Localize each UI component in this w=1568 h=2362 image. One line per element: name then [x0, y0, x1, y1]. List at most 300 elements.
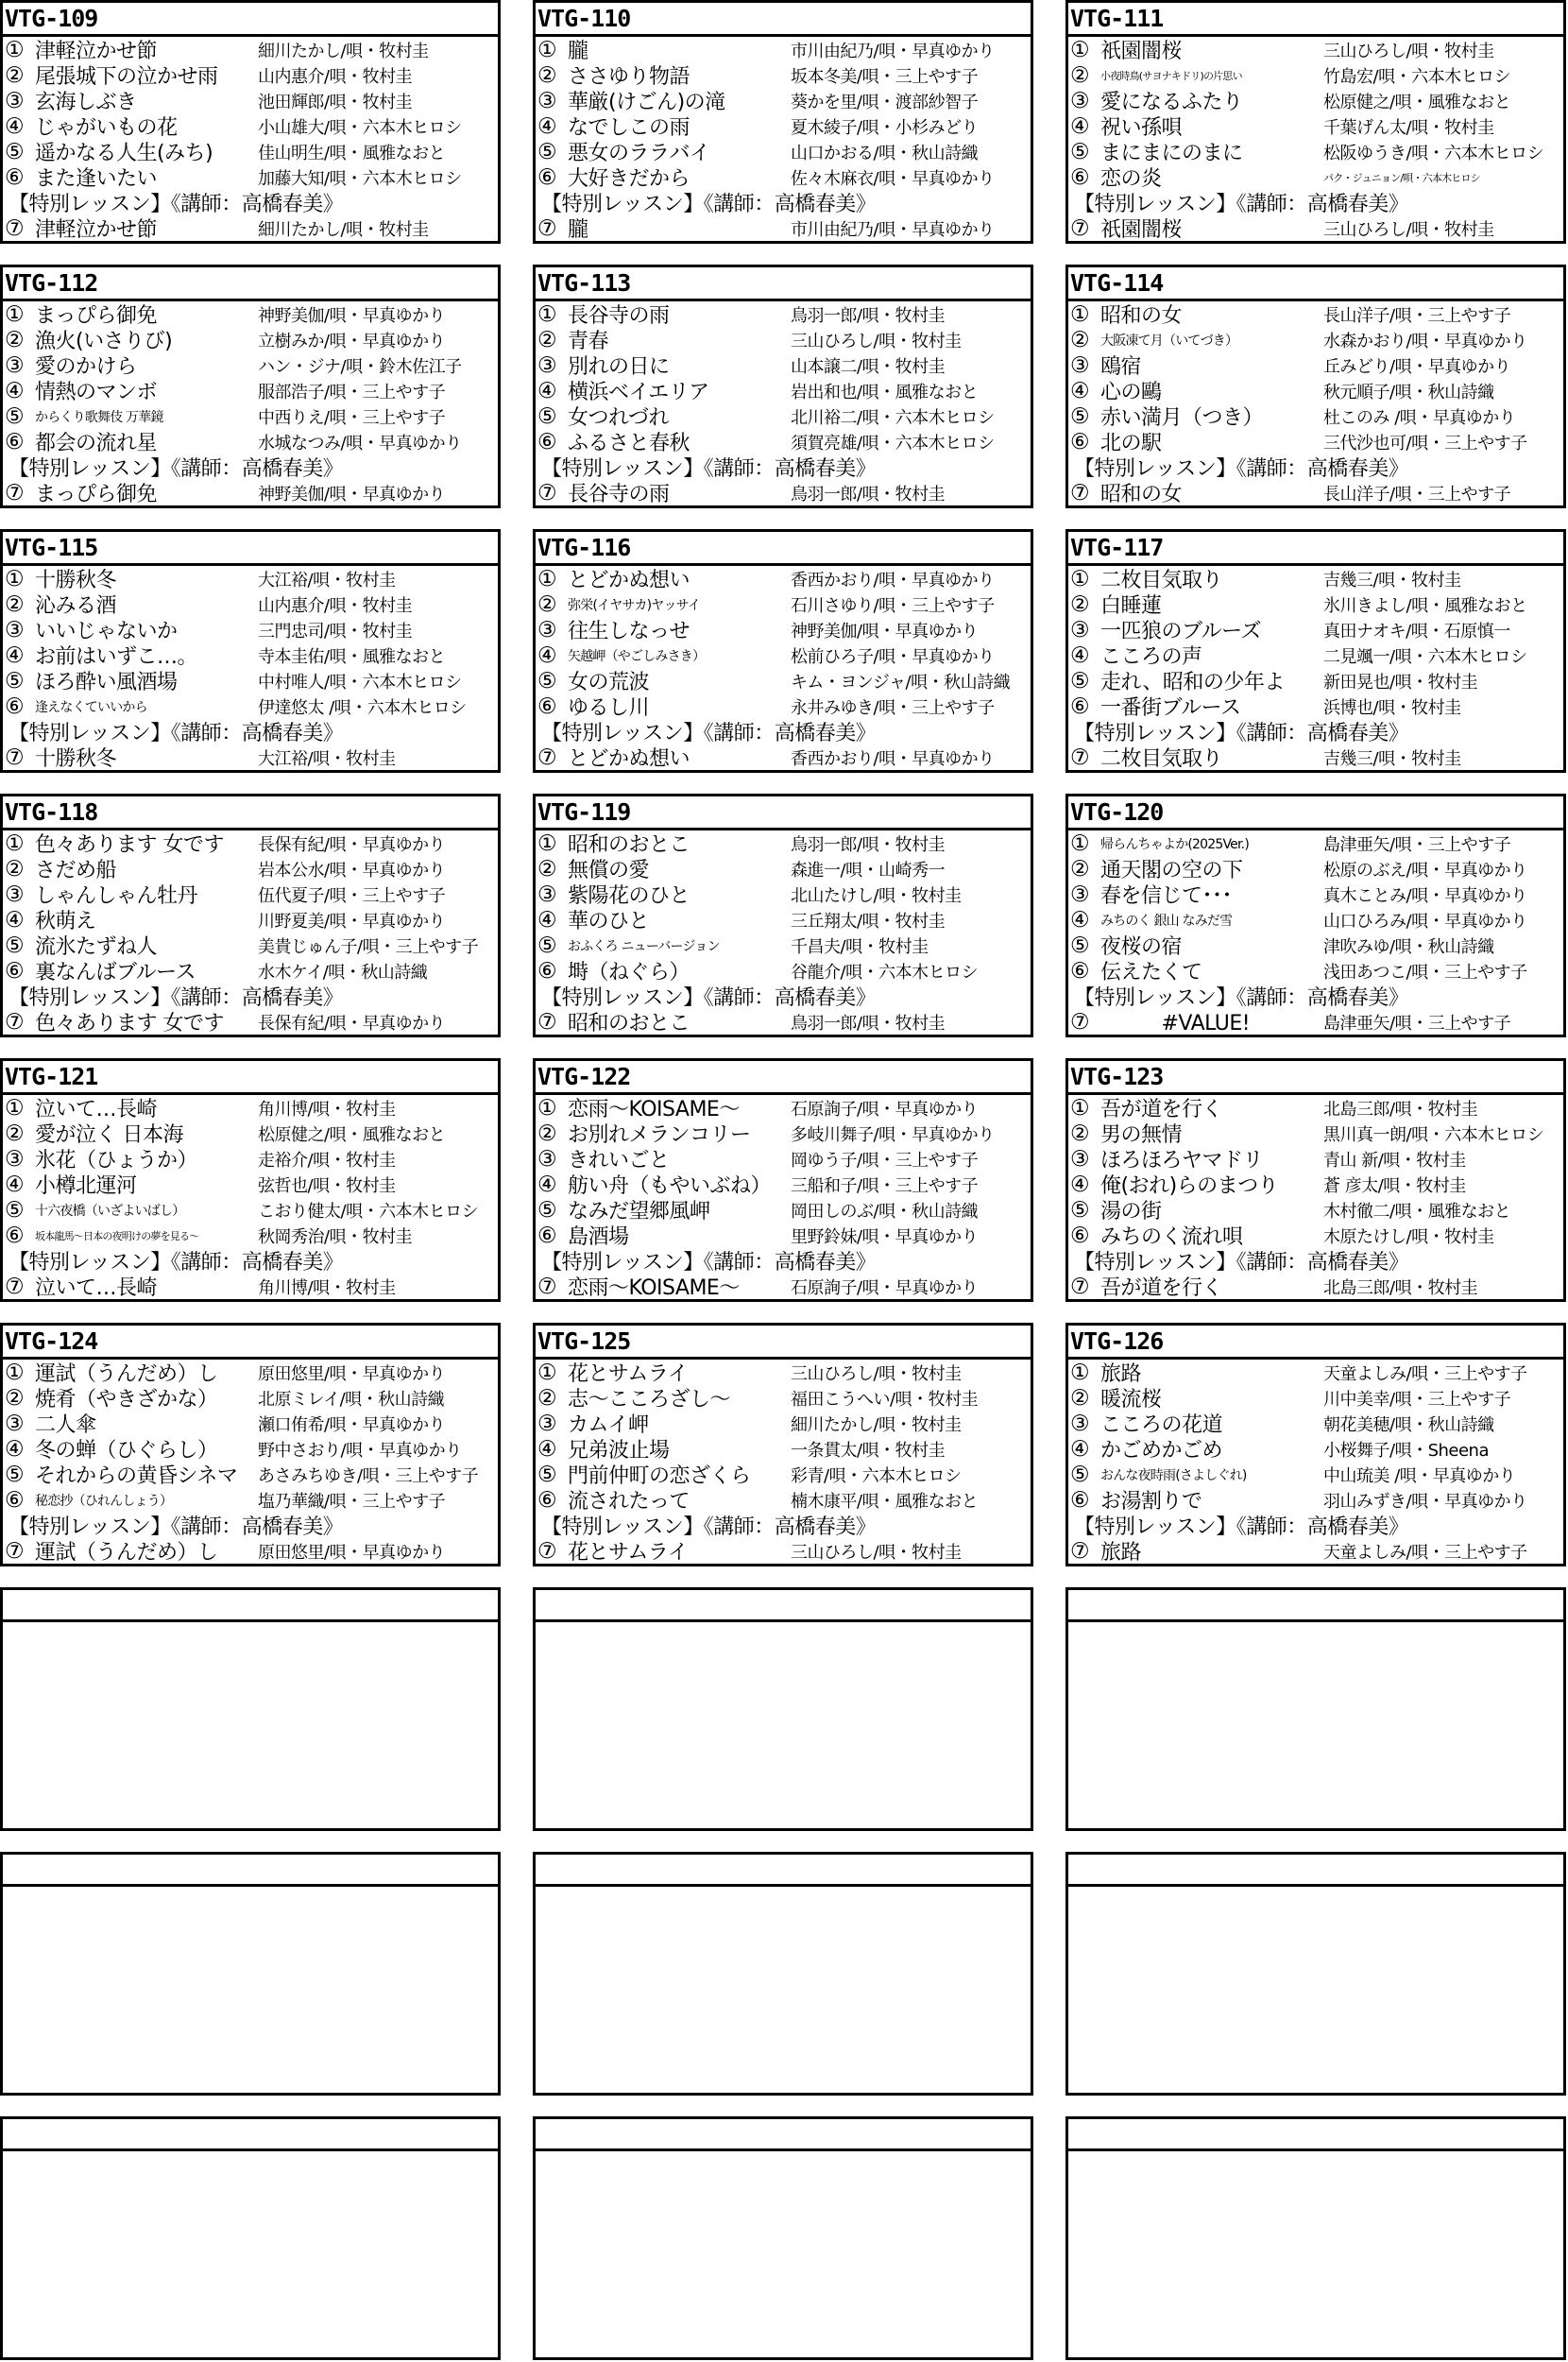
catalog-card — [1065, 529, 1566, 773]
track-row — [3, 88, 498, 113]
artist-credit: 三代沙也可/唄・三上やす子 — [1323, 433, 1527, 454]
track-row — [3, 62, 498, 88]
track-number: ③ — [5, 881, 25, 907]
track-row — [3, 1436, 498, 1462]
song-title: 秘恋抄（ひれんしょう） — [35, 1493, 173, 1509]
song-title: 赤い満月（つき） — [1100, 406, 1264, 429]
track-row — [536, 958, 1031, 984]
artist-credit: 羽山みずき/唄・早真ゆかり — [1323, 1491, 1527, 1512]
song-title: 小夜時鳥(サヨナキドリ)の片思い — [1100, 69, 1242, 82]
track-number: ⑤ — [537, 1462, 557, 1487]
artist-credit: 瀬口侑希/唄・早真ゆかり — [258, 1414, 446, 1435]
track-number: ① — [537, 566, 557, 591]
track-row — [536, 301, 1031, 327]
track-row — [1068, 1462, 1563, 1487]
track-number: ④ — [537, 907, 557, 933]
lesson-banner-row — [536, 1248, 1031, 1274]
track-row — [3, 617, 498, 642]
lesson-banner-row — [536, 719, 1031, 745]
artist-credit: 山内惠介/唄・牧村圭 — [258, 66, 413, 87]
artist-credit: 池田輝郎/唄・牧村圭 — [258, 92, 413, 112]
artist-credit: 細川たかし/唄・牧村圭 — [258, 219, 429, 240]
track-row — [536, 88, 1031, 113]
track-row — [3, 164, 498, 190]
track-row — [1068, 958, 1563, 984]
song-title: 玄海しぶき — [35, 91, 137, 113]
song-title: 帰らんちゃよか(2025Ver.) — [1100, 836, 1249, 852]
song-title: 冬の蝉（ひぐらし） — [35, 1439, 218, 1462]
track-row — [1068, 88, 1563, 113]
song-title: 昭和の女 — [1100, 304, 1183, 327]
song-title: 女の荒波 — [568, 671, 650, 693]
artist-credit: 川野夏美/唄・早真ゆかり — [258, 911, 446, 932]
card-code: VTG-110 — [536, 3, 1031, 37]
song-title: 志～こころざし～ — [568, 1388, 731, 1411]
card-rows — [1068, 830, 1563, 1035]
track-row — [3, 881, 498, 907]
song-title: さだめ船 — [35, 859, 117, 881]
track-row — [536, 1146, 1031, 1172]
track-number: ④ — [5, 1436, 25, 1462]
track-number: ② — [1070, 856, 1090, 881]
track-number: ② — [537, 327, 557, 352]
track-number: ⑤ — [1070, 1197, 1090, 1223]
song-title: 鴎宿 — [1100, 355, 1142, 378]
artist-credit: 美貴じゅん子/唄・三上やす子 — [258, 936, 479, 957]
track-row — [536, 1121, 1031, 1146]
track-number: ⑥ — [1070, 429, 1090, 454]
song-title: 昭和の女 — [1100, 483, 1183, 505]
track-number: ⑤ — [5, 933, 25, 958]
artist-credit: 小桜舞子/唄・Sheena — [1323, 1440, 1489, 1461]
catalog-card — [533, 265, 1033, 508]
song-title: からくり歌舞伎 万華鏡 — [35, 409, 163, 425]
song-title: 花とサムライ — [568, 1541, 689, 1564]
song-title: 舫い舟（もやいぶね） — [568, 1174, 772, 1197]
track-row — [3, 591, 498, 617]
track-number: ⑤ — [1070, 1462, 1090, 1487]
song-title: 愛が泣く 日本海 — [35, 1123, 183, 1146]
song-title: 十勝秋冬 — [35, 569, 117, 591]
lesson-banner-row — [536, 454, 1031, 480]
track-row — [536, 352, 1031, 378]
track-row — [536, 1436, 1031, 1462]
track-row — [1068, 1197, 1563, 1223]
card-rows — [536, 566, 1031, 770]
track-number: ④ — [1070, 1436, 1090, 1462]
card-code: VTG-112 — [3, 267, 498, 301]
track-number: ⑦ — [5, 1538, 25, 1564]
track-row — [536, 1487, 1031, 1513]
lesson-banner: 【特別レッスン】《講師：高橋春美》 — [9, 1515, 344, 1538]
song-title: 華厳(けごん)の滝 — [568, 91, 725, 113]
track-row — [1068, 1009, 1563, 1035]
track-number: ④ — [1070, 642, 1090, 668]
card-code: VTG-125 — [536, 1326, 1031, 1360]
track-row — [536, 1462, 1031, 1487]
song-title: 横浜ベイエリア — [568, 381, 709, 403]
artist-credit: 鳥羽一郎/唄・牧村圭 — [791, 484, 946, 505]
song-title: かごめかごめ — [1100, 1439, 1223, 1462]
artist-credit: 市川由紀乃/唄・早真ゆかり — [791, 219, 995, 240]
song-title: 二枚目気取り — [1100, 747, 1223, 770]
song-title: 泣いて…長崎 — [35, 1098, 158, 1121]
track-row — [1068, 830, 1563, 856]
lesson-banner: 【特別レッスン】《講師：高橋春美》 — [9, 722, 344, 745]
track-row — [3, 1411, 498, 1436]
track-row — [1068, 139, 1563, 164]
song-title: 旅路 — [1100, 1541, 1142, 1564]
song-title: 心の鷗 — [1100, 381, 1162, 403]
track-number: ③ — [5, 352, 25, 378]
card-code: VTG-114 — [1068, 267, 1563, 301]
artist-credit: 中村唯人/唄・六本木ヒロシ — [258, 672, 462, 693]
empty-card-header — [536, 1590, 1031, 1622]
artist-credit: キム・ヨンジャ/唄・秋山詩織 — [791, 672, 1011, 693]
song-title: きれいごと — [568, 1149, 670, 1172]
track-number: ⑦ — [1070, 480, 1090, 505]
song-title: いいじゃないか — [35, 620, 178, 642]
track-number: ⑥ — [537, 164, 557, 190]
lesson-banner-row — [3, 984, 498, 1009]
track-row — [3, 215, 498, 241]
empty-card-header — [1068, 1590, 1563, 1622]
catalog-card — [0, 794, 501, 1037]
track-row — [536, 215, 1031, 241]
track-row — [1068, 403, 1563, 429]
track-row — [3, 1538, 498, 1564]
track-number: ③ — [537, 88, 557, 113]
track-number: ② — [5, 591, 25, 617]
track-number: ① — [537, 1360, 557, 1385]
artist-credit: 黒川真一朗/唄・六本木ヒロシ — [1323, 1124, 1544, 1145]
track-number: ④ — [5, 113, 25, 139]
track-number: ⑥ — [1070, 693, 1090, 719]
song-title: お別れメランコリー — [568, 1123, 751, 1146]
song-title: 旅路 — [1100, 1362, 1142, 1385]
track-number: ② — [537, 1121, 557, 1146]
empty-card-header — [3, 2119, 498, 2151]
song-title: 俺(おれ)らのまつり — [1100, 1174, 1279, 1197]
song-title: こころの声 — [1100, 645, 1202, 668]
lesson-banner: 【特別レッスン】《講師：高橋春美》 — [541, 722, 877, 745]
track-row — [1068, 429, 1563, 454]
song-title: 十六夜橋（いざよいばし） — [35, 1203, 185, 1219]
artist-credit: 松原健之/唄・風雅なおと — [1323, 92, 1511, 112]
artist-credit: 丘みどり/唄・早真ゆかり — [1323, 356, 1511, 377]
artist-credit: 細川たかし/唄・牧村圭 — [258, 41, 429, 61]
song-title: 氷花（ひょうか） — [35, 1149, 198, 1172]
song-title: 通天閣の空の下 — [1100, 859, 1243, 881]
track-row — [3, 1223, 498, 1248]
song-title: とどかぬ想い — [568, 747, 690, 770]
empty-card — [1065, 1587, 1566, 1831]
song-title: 泣いて…長崎 — [35, 1276, 158, 1299]
track-number: ② — [1070, 327, 1090, 352]
track-number: ④ — [537, 642, 557, 668]
track-number: ② — [537, 1385, 557, 1411]
lesson-banner: 【特別レッスン】《講師：高橋春美》 — [1074, 457, 1409, 480]
lesson-banner: 【特別レッスン】《講師：高橋春美》 — [541, 457, 877, 480]
track-row — [3, 856, 498, 881]
artist-credit: 岡田しのぶ/唄・秋山詩織 — [791, 1201, 979, 1222]
song-title: じゃがいもの花 — [35, 116, 178, 139]
artist-credit: 三山ひろし/唄・牧村圭 — [1323, 219, 1494, 240]
artist-credit: ハン・ジナ/唄・鈴木佐江子 — [258, 356, 462, 377]
song-title: 十勝秋冬 — [35, 747, 117, 770]
track-number: ④ — [5, 642, 25, 668]
song-title: 都会の流れ星 — [35, 432, 158, 454]
track-number: ⑤ — [1070, 933, 1090, 958]
track-number: ⑥ — [537, 693, 557, 719]
song-title: 走れ、昭和の少年よ — [1100, 671, 1285, 693]
track-row — [536, 429, 1031, 454]
track-number: ② — [5, 1385, 25, 1411]
song-title: 裏なんばブルース — [35, 961, 196, 984]
song-title: 別れの日に — [568, 355, 670, 378]
artist-credit: 千昌夫/唄・牧村圭 — [791, 936, 929, 957]
catalog-card — [0, 529, 501, 773]
song-title: 一匹狼のブルーズ — [1100, 620, 1262, 642]
track-row — [1068, 1172, 1563, 1197]
artist-credit: 長保有紀/唄・早真ゆかり — [258, 1013, 446, 1034]
artist-credit: 新田晃也/唄・牧村圭 — [1323, 672, 1478, 693]
track-row — [1068, 37, 1563, 62]
empty-card-header — [1068, 1855, 1563, 1887]
track-number: ② — [1070, 1121, 1090, 1146]
artist-credit: 香西かおり/唄・早真ゆかり — [791, 570, 995, 590]
track-row — [1068, 856, 1563, 881]
song-title: 春を信じて･･･ — [1100, 884, 1233, 907]
card-rows — [536, 1095, 1031, 1299]
lesson-banner: 【特別レッスン】《講師：高橋春美》 — [1074, 1251, 1409, 1274]
artist-credit: 佐々木麻衣/唄・早真ゆかり — [791, 168, 995, 189]
lesson-banner: 【特別レッスン】《講師：高橋春美》 — [9, 1251, 344, 1274]
track-number: ① — [1070, 566, 1090, 591]
song-title: ゆるし川 — [568, 696, 650, 719]
track-number: ② — [1070, 62, 1090, 88]
track-number: ⑤ — [5, 1462, 25, 1487]
song-title: 北の駅 — [1100, 432, 1162, 454]
artist-credit: 三山ひろし/唄・牧村圭 — [791, 1542, 962, 1563]
song-title: 門前仲町の恋ざくら — [568, 1464, 751, 1487]
track-row — [3, 745, 498, 770]
track-row — [1068, 566, 1563, 591]
track-number: ⑦ — [1070, 215, 1090, 241]
artist-credit: 葵かを里/唄・渡部紗智子 — [791, 92, 979, 112]
artist-credit: 野中さおり/唄・早真ゆかり — [258, 1440, 462, 1461]
card-rows — [536, 830, 1031, 1035]
track-row — [1068, 1411, 1563, 1436]
card-rows — [536, 1360, 1031, 1564]
track-number: ① — [1070, 301, 1090, 327]
track-number: ③ — [537, 1146, 557, 1172]
card-code: VTG-113 — [536, 267, 1031, 301]
catalog-card — [533, 1058, 1033, 1302]
song-title: 愛になるふたり — [1100, 91, 1243, 113]
track-number: ③ — [1070, 88, 1090, 113]
catalog-card — [0, 0, 501, 244]
track-row — [1068, 1223, 1563, 1248]
card-rows — [536, 37, 1031, 241]
track-number: ① — [537, 1095, 557, 1121]
track-row — [1068, 113, 1563, 139]
artist-credit: 三山ひろし/唄・牧村圭 — [791, 331, 962, 351]
card-code: VTG-121 — [3, 1061, 498, 1095]
artist-credit: 山内惠介/唄・牧村圭 — [258, 595, 413, 616]
song-title: 恋の炎 — [1100, 167, 1162, 190]
track-row — [1068, 1274, 1563, 1299]
track-row — [1068, 378, 1563, 403]
track-number: ⑥ — [1070, 958, 1090, 984]
song-title: 色々あります 女です — [35, 833, 224, 856]
song-title: とどかぬ想い — [568, 569, 690, 591]
catalog-card — [0, 1058, 501, 1302]
card-code: VTG-111 — [1068, 3, 1563, 37]
track-row — [3, 668, 498, 693]
lesson-banner-row — [1068, 1513, 1563, 1538]
song-title: 紫陽花のひと — [568, 884, 690, 907]
track-row — [3, 830, 498, 856]
lesson-banner: 【特別レッスン】《講師：高橋春美》 — [541, 1251, 877, 1274]
track-number: ⑤ — [1070, 668, 1090, 693]
track-number: ③ — [537, 881, 557, 907]
artist-credit: 松原健之/唄・風雅なおと — [258, 1124, 446, 1145]
lesson-banner-row — [3, 1513, 498, 1538]
song-title: 二人傘 — [35, 1413, 96, 1436]
track-number: ④ — [1070, 907, 1090, 933]
track-row — [3, 1121, 498, 1146]
catalog-card — [0, 265, 501, 508]
track-row — [3, 113, 498, 139]
empty-card — [533, 1852, 1033, 2096]
artist-credit: 木原たけし/唄・牧村圭 — [1323, 1226, 1494, 1247]
track-number: ① — [1070, 37, 1090, 62]
artist-credit: 谷龍介/唄・六本木ヒロシ — [791, 962, 979, 983]
track-number: ① — [1070, 1360, 1090, 1385]
artist-credit: 楠木康平/唄・風雅なおと — [791, 1491, 979, 1512]
track-number: ⑦ — [5, 215, 25, 241]
track-number: ② — [5, 327, 25, 352]
artist-credit: 福田こうへい/唄・牧村圭 — [791, 1389, 979, 1410]
track-row — [536, 1538, 1031, 1564]
song-title: 白睡蓮 — [1100, 594, 1162, 617]
song-title: 二枚目気取り — [1100, 569, 1223, 591]
track-row — [3, 1172, 498, 1197]
song-title: 一番街ブルース — [1100, 696, 1241, 719]
track-number: ⑥ — [537, 1487, 557, 1513]
artist-credit: 大江裕/唄・牧村圭 — [258, 570, 396, 590]
artist-credit: 大江裕/唄・牧村圭 — [258, 748, 396, 769]
track-number: ⑤ — [5, 668, 25, 693]
track-row — [3, 37, 498, 62]
track-number: ⑦ — [537, 480, 557, 505]
song-title: 祝い孫唄 — [1100, 116, 1183, 139]
artist-credit: 角川博/唄・牧村圭 — [258, 1277, 396, 1298]
catalog-card — [1065, 0, 1566, 244]
song-title: まっぴら御免 — [35, 483, 158, 505]
track-number: ⑥ — [5, 429, 25, 454]
artist-credit: 彩青/唄・六本木ヒロシ — [791, 1465, 962, 1486]
track-number: ① — [1070, 830, 1090, 856]
song-title: ほろ酔い風酒場 — [35, 671, 178, 693]
song-title: みちのく流れ唄 — [1100, 1225, 1243, 1248]
song-title: 夜桜の宿 — [1100, 935, 1183, 958]
artist-credit: 佳山明生/唄・風雅なおと — [258, 143, 446, 163]
track-row — [3, 403, 498, 429]
artist-credit: 真田ナオキ/唄・石原慎一 — [1323, 621, 1510, 642]
track-row — [536, 1009, 1031, 1035]
lesson-banner: 【特別レッスン】《講師：高橋春美》 — [9, 986, 344, 1009]
track-row — [536, 617, 1031, 642]
track-row — [536, 1411, 1031, 1436]
artist-credit: 山本譲二/唄・牧村圭 — [791, 356, 946, 377]
track-number: ③ — [537, 1411, 557, 1436]
track-number: ③ — [5, 1411, 25, 1436]
track-number: ④ — [5, 378, 25, 403]
lesson-banner-row — [1068, 719, 1563, 745]
track-row — [1068, 642, 1563, 668]
artist-credit: 北川裕二/唄・六本木ヒロシ — [791, 407, 995, 428]
artist-credit: 木村徹二/唄・風雅なおと — [1323, 1201, 1511, 1222]
song-title: 逢えなくていいから — [35, 699, 147, 715]
catalog-card — [1065, 794, 1566, 1037]
track-row — [536, 480, 1031, 505]
track-number: ⑤ — [537, 1197, 557, 1223]
song-title: 尾張城下の泣かせ雨 — [35, 65, 218, 88]
song-title: 恋雨～KOISAME～ — [568, 1098, 740, 1121]
artist-credit: 山口かおる/唄・秋山詩織 — [791, 143, 979, 163]
track-row — [1068, 1436, 1563, 1462]
lesson-banner: 【特別レッスン】《講師：高橋春美》 — [9, 193, 344, 215]
track-number: ③ — [1070, 1146, 1090, 1172]
song-title: 華のひと — [568, 910, 650, 933]
song-title: 無償の愛 — [568, 859, 650, 881]
lesson-banner: 【特別レッスン】《講師：高橋春美》 — [541, 986, 877, 1009]
artist-credit: 氷川きよし/唄・風雅なおと — [1323, 595, 1527, 616]
card-code: VTG-120 — [1068, 796, 1563, 830]
track-row — [536, 164, 1031, 190]
lesson-banner-row — [1068, 1248, 1563, 1274]
song-title: それからの黄昏シネマ — [35, 1464, 238, 1487]
track-row — [1068, 668, 1563, 693]
card-code: VTG-109 — [3, 3, 498, 37]
card-rows — [3, 830, 498, 1035]
lesson-banner: 【特別レッスン】《講師：高橋春美》 — [541, 193, 877, 215]
artist-credit: 寺本圭佑/唄・風雅なおと — [258, 646, 446, 667]
artist-credit: 川中美幸/唄・三上やす子 — [1323, 1389, 1511, 1410]
song-title: 朧 — [568, 40, 588, 62]
artist-credit: 三山ひろし/唄・牧村圭 — [1323, 41, 1494, 61]
artist-credit: 森進一/唄・山崎秀一 — [791, 860, 946, 881]
track-number: ② — [1070, 1385, 1090, 1411]
song-title: 吾が道を行く — [1100, 1276, 1223, 1299]
track-number: ⑤ — [1070, 139, 1090, 164]
track-row — [1068, 480, 1563, 505]
song-title: 大好きだから — [568, 167, 690, 190]
track-number: ⑦ — [537, 1009, 557, 1035]
track-row — [3, 1462, 498, 1487]
artist-credit: あさみちゆき/唄・三上やす子 — [258, 1465, 479, 1486]
catalog-card — [533, 794, 1033, 1037]
artist-credit: 石原詢子/唄・早真ゆかり — [791, 1277, 979, 1298]
track-number: ② — [537, 591, 557, 617]
artist-credit: 夏木綾子/唄・小杉みどり — [791, 117, 979, 138]
artist-credit: 杜このみ /唄・早真ゆかり — [1323, 407, 1516, 428]
song-title: 島酒場 — [568, 1225, 629, 1248]
song-title: 津軽泣かせ節 — [35, 40, 158, 62]
track-row — [536, 1385, 1031, 1411]
